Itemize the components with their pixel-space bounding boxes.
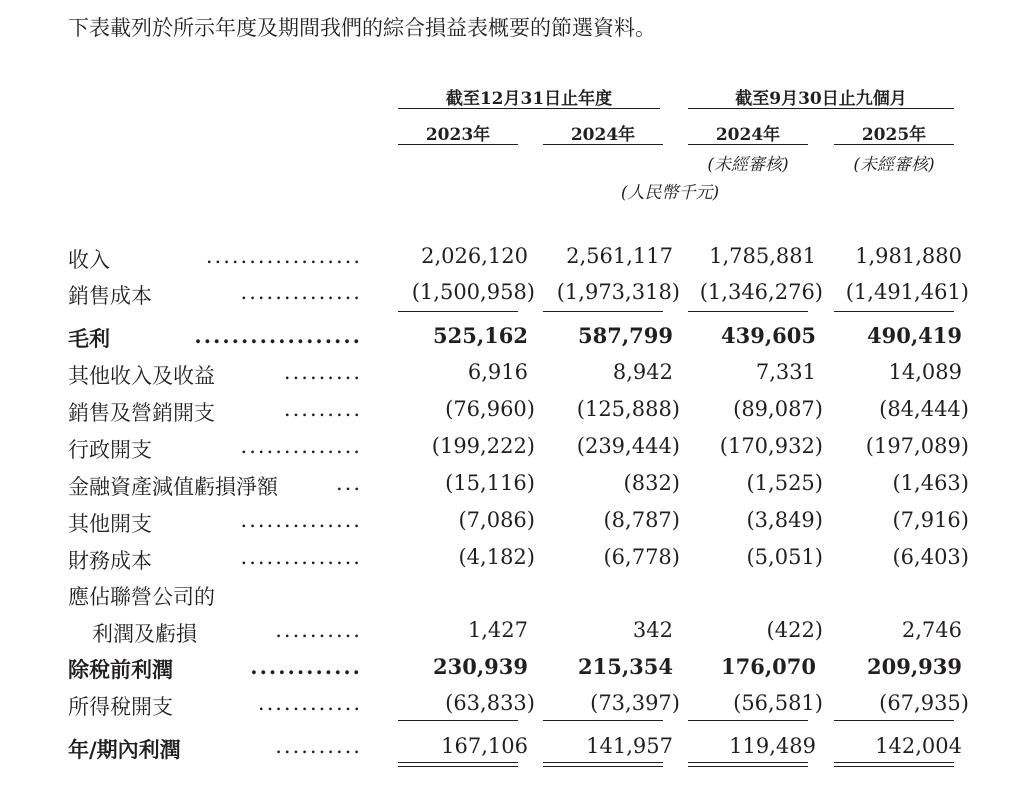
table-row-impairment-losses [0,465,1019,501]
row-label: 收入 [68,248,110,272]
row-label: 毛利 [68,326,110,351]
cell-value: 209,939 [867,654,962,679]
header-year-2024: 2024年 [570,125,636,145]
row-label: 財務成本 [68,549,152,573]
table-row-other-income [0,354,1019,390]
cell-value: (170,932) [719,434,823,458]
cell-value: (422) [766,618,823,642]
table-row-gross-profit [0,317,1019,353]
leader-dots: ......... [283,397,362,421]
cell-value: (4,182) [458,545,535,569]
cell-value: (84,444) [879,397,969,421]
header-year-2023: 2023年 [425,125,491,145]
cell-value: 1,785,881 [709,244,816,268]
row-label: 利潤及虧損 [92,622,197,646]
leader-dots: .......... [275,618,362,642]
unaudited-note-2024: (未經審核) [707,155,789,175]
table-row-associates-profit [0,612,1019,648]
subtotal-rule [543,720,663,721]
cell-value: 2,746 [901,618,962,642]
cell-value: (1,346,276) [699,280,823,304]
intro-text: 下表載列於所示年度及期間我們的綜合損益表概要的節選資料。 [68,16,656,40]
currency-unit-note: (人民幣千元) [620,183,720,203]
table-row-finance-costs [0,539,1019,575]
leader-dots: .............. [240,545,362,569]
cell-value: (1,463) [892,471,969,495]
header-year-2025-9m: 2025年 [861,125,927,145]
subtotal-rule [834,311,954,312]
leader-dots: .............. [240,508,362,532]
cell-value: 587,799 [578,323,673,348]
header-year-rule [688,144,808,145]
cell-value: (239,444) [576,434,680,458]
cell-value: (1,525) [746,471,823,495]
leader-dots: ... [335,471,362,495]
cell-value: 7,331 [755,360,816,384]
leader-dots: .......... [275,734,362,758]
cell-value: (832) [623,471,680,495]
leader-dots: .............. [240,434,362,458]
cell-value: 141,957 [586,734,673,758]
cell-value: 167,106 [441,734,528,758]
row-label: 所得稅開支 [68,695,173,719]
cell-value: 14,089 [888,360,962,384]
cell-value: 8,942 [612,360,673,384]
unaudited-note-2025: (未經審核) [853,155,935,175]
header-group-full-year-rule [398,108,660,109]
leader-dots: ............ [250,654,362,679]
total-double-rule [398,762,518,767]
row-label: 應佔聯營公司的 [68,585,215,609]
header-year-rule [834,144,954,145]
cell-value: 342 [632,618,673,642]
cell-value: (5,051) [746,545,823,569]
leader-dots: .................. [194,323,362,348]
table-row-other-expenses [0,502,1019,538]
cell-value: 6,916 [467,360,528,384]
cell-value: (1,491,461) [845,280,969,304]
cell-value: (197,089) [865,434,969,458]
subtotal-rule [543,311,663,312]
table-row-profit-before-tax [0,648,1019,684]
leader-dots: .................. [205,244,362,268]
table-row-profit-for-period [0,728,1019,764]
table-row-cost-of-sales [0,274,1019,310]
header-group-nine-months: 截至9月30日止九個月 [735,89,907,109]
row-label: 行政開支 [68,438,152,462]
table-row-selling-expenses [0,391,1019,427]
cell-value: (3,849) [746,508,823,532]
total-double-rule [688,762,808,767]
subtotal-rule [398,720,518,721]
total-double-rule [834,762,954,767]
table-row-revenue [0,238,1019,274]
subtotal-rule [688,720,808,721]
cell-value: 176,070 [721,654,816,679]
cell-value: (7,086) [458,508,535,532]
row-label: 其他收入及收益 [68,364,215,388]
cell-value: (6,403) [892,545,969,569]
subtotal-rule [398,311,518,312]
cell-value: (67,935) [879,691,969,715]
header-group-nine-months-rule [688,108,954,109]
row-label: 金融資產減值虧損淨額 [68,475,278,499]
header-year-rule [398,144,518,145]
header-group-full-year: 截至12月31日止年度 [445,89,613,109]
cell-value: (56,581) [733,691,823,715]
cell-value: (199,222) [431,434,535,458]
table-row-associates-heading [0,575,1019,611]
leader-dots: ............ [257,691,362,715]
cell-value: 1,427 [467,618,528,642]
row-label: 銷售及營銷開支 [68,401,215,425]
cell-value: (89,087) [733,397,823,421]
cell-value: (15,116) [445,471,535,495]
cell-value: 1,981,880 [855,244,962,268]
total-double-rule [543,762,663,767]
cell-value: 2,026,120 [421,244,528,268]
cell-value: 2,561,117 [566,244,673,268]
cell-value: 215,354 [578,654,673,679]
cell-value: (6,778) [603,545,680,569]
row-label: 除稅前利潤 [68,657,173,682]
table-row-admin-expenses [0,428,1019,464]
cell-value: 119,489 [729,734,816,758]
cell-value: (8,787) [603,508,680,532]
row-label: 年/期內利潤 [68,737,181,762]
cell-value: 490,419 [867,323,962,348]
cell-value: 142,004 [875,734,962,758]
cell-value: (63,833) [445,691,535,715]
cell-value: 525,162 [433,323,528,348]
header-year-2024-9m: 2024年 [715,125,781,145]
row-label: 銷售成本 [68,284,152,308]
subtotal-rule [688,311,808,312]
cell-value: 230,939 [433,654,528,679]
leader-dots: ......... [283,360,362,384]
cell-value: (76,960) [445,397,535,421]
leader-dots: .............. [240,280,362,304]
row-label: 其他開支 [68,512,152,536]
table-row-income-tax [0,685,1019,721]
cell-value: (1,500,958) [411,280,535,304]
cell-value: 439,605 [721,323,816,348]
cell-value: (1,973,318) [556,280,680,304]
cell-value: (7,916) [892,508,969,532]
cell-value: (73,397) [590,691,680,715]
header-year-rule [543,144,663,145]
subtotal-rule [834,720,954,721]
cell-value: (125,888) [576,397,680,421]
